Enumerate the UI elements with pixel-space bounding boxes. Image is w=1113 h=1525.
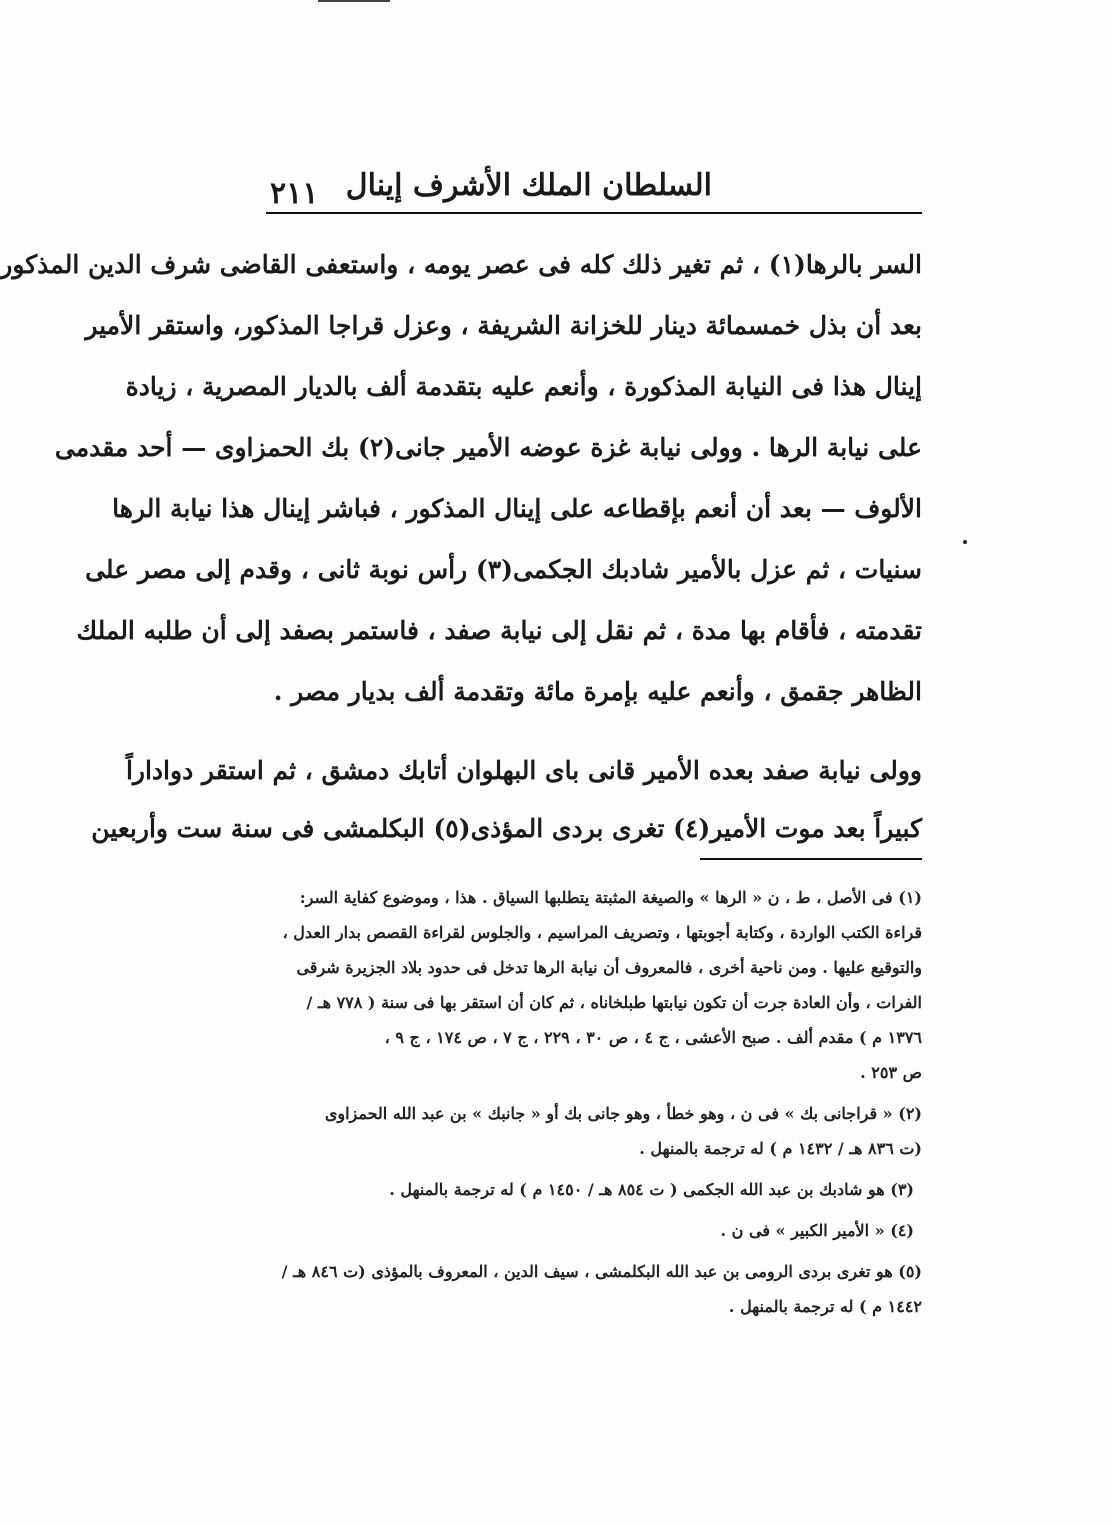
footnote-line: الفرات ، وأن العادة جرت أن تكون نيابتها طبلخاناه ، ثم كان أن استقر بها فى سنة ( ٧٧٨ هـ / xyxy=(306,993,922,1012)
text-line: الألوف — بعد أن أنعم بإقطاعه على إينال المذكور ، فباشر إينال هذا نيابة الرها xyxy=(112,494,922,523)
footnote-line: (٥) هو تغرى بردى الرومى بن عبد الله البكلمشى ، سيف الدين ، المعروف بالمؤذى (ت ٨٤٦ هـ / xyxy=(281,1262,922,1281)
footnote-3 xyxy=(266,1172,922,1207)
text-line: إينال هذا فى النيابة المذكورة ، وأنعم عليه بتقدمة ألف بالديار المصرية ، زيادة xyxy=(125,372,922,401)
header-rule xyxy=(266,212,922,214)
text-line: كبيراً بعد موت الأمير(٤) تغرى بردى المؤذى(٥) البكلمشى فى سنة ست وأربعين xyxy=(91,814,922,843)
footnote-line: (١) فى الأصل ، ط ، ن « الرها » والصيغة المثبتة يتطلبها السياق . هذا ، وموضوع كفاية السر: xyxy=(299,888,922,907)
scan-speck xyxy=(963,540,967,544)
text-line: على نيابة الرها . وولى نيابة غزة عوضه الأمير جانى(٢) بك الحمزاوى — أحد مقدمى xyxy=(54,433,922,462)
page-number: ٢١١ xyxy=(270,176,319,211)
footnote-4 xyxy=(266,1213,922,1248)
running-header xyxy=(266,160,922,210)
main-text-paragraph-2 xyxy=(91,742,922,858)
text-line: السر بالرها(١) ، ثم تغير ذلك كله فى عصر يومه ، واستعفى القاضى شرف الدين المذكور xyxy=(0,250,922,279)
running-title: السلطان الملك الأشرف إينال xyxy=(345,168,712,203)
text-line: بعد أن بذل خمسمائة دينار للخزانة الشريفة ، وعزل قراجا المذكور، واستقر الأمير xyxy=(85,311,922,340)
footnote-line: (٤) « الأمير الكبير » فى ن . xyxy=(720,1221,914,1240)
text-line: سنيات ، ثم عزل بالأمير شادبك الجكمى(٣) رأس نوبة ثانى ، وقدم إلى مصر على xyxy=(85,555,922,584)
footnote-2 xyxy=(266,1096,922,1166)
text-line: وولى نيابة صفد بعده الأمير قانى باى البهلوان أتابك دمشق ، ثم استقر دواداراً xyxy=(125,756,922,785)
text-line: تقدمته ، فأقام بها مدة ، ثم نقل إلى نيابة صفد ، فاستمر بصفد إلى أن طلبه الملك xyxy=(76,616,922,645)
footnote-line: والتوقيع عليها . ومن ناحية أخرى ، فالمعروف أن نيابة الرها تدخل فى حدود بلاد الجزيرة شرقى xyxy=(296,958,922,977)
footnote-separator xyxy=(700,858,922,860)
footnote-line: (٣) هو شادبك بن عبد الله الجكمى ( ت ٨٥٤ هـ / ١٤٥٠ م ) له ترجمة بالمنهل . xyxy=(389,1180,914,1199)
footnote-line: قراءة الكتب الواردة ، وكتابة أجوبتها ، وتصريف المراسيم ، والجلوس لقراءة القصص بدار العدل ، xyxy=(282,923,922,942)
scan-edge-mark xyxy=(318,0,390,6)
footnote-1 xyxy=(266,880,922,1090)
footnotes xyxy=(266,880,922,1330)
main-text-paragraph-1 xyxy=(0,234,922,722)
footnote-line: ١٣٧٦ م ) مقدم ألف . صبح الأعشى ، ج ٤ ، ص ٣٠ ، ٢٢٩ ، ج ٧ ، ص ١٧٤ ، ج ٩ ، xyxy=(384,1028,922,1047)
footnote-line: ١٤٤٢ م ) له ترجمة بالمنهل . xyxy=(728,1297,922,1316)
footnote-line: (ت ٨٣٦ هـ / ١٤٣٢ م ) له ترجمة بالمنهل . xyxy=(639,1139,922,1158)
text-line: الظاهر جقمق ، وأنعم عليه بإمرة مائة وتقدمة ألف بديار مصر . xyxy=(273,677,922,706)
footnote-line: (٢) « قراجانى بك » فى ن ، وهو خطأ ، وهو جانى بك أو « جانبك » بن عبد الله الحمزاوى xyxy=(324,1104,922,1123)
footnote-5 xyxy=(266,1254,922,1324)
footnote-line: ص ٢٥٣ . xyxy=(860,1063,922,1082)
